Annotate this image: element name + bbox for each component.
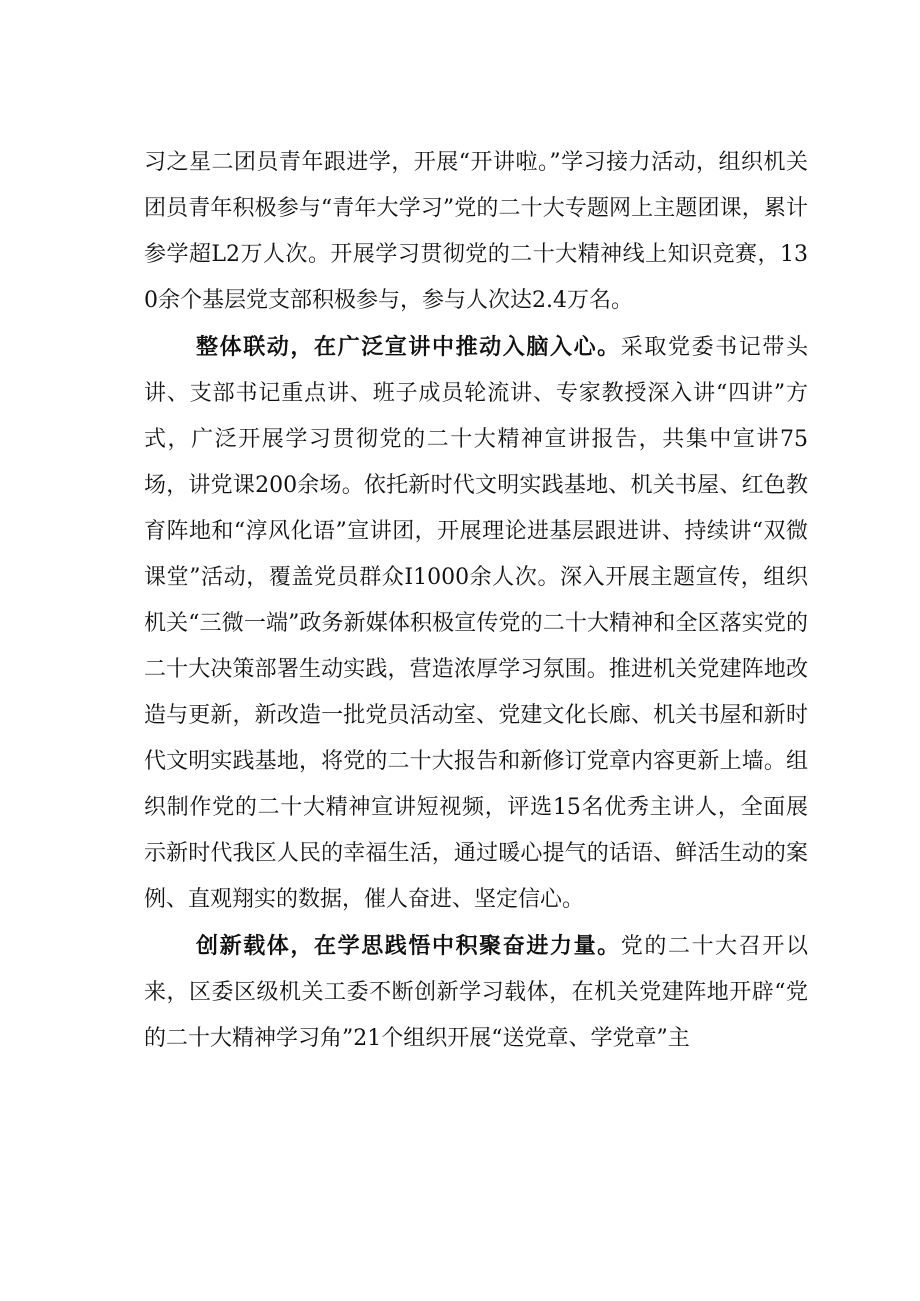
paragraph-publicity — [144, 324, 808, 923]
paragraph-lead-heading: 整体联动，在广泛宣讲中推动入脑入心。 — [196, 334, 621, 360]
paragraph-body: 习之星二团员青年跟进学，开展“开讲啦。”学习接力活动，组织机关团员青年积极参与“青年大学习”党的二十大专题网上主题团课，累计参学超L2万人次。开展学习贯彻党的二十大精神线上知识竞赛，130余个基层党支部积极参与，参与人次达2.4万名。 — [144, 150, 808, 313]
document-page — [144, 140, 808, 1062]
paragraph-lead-heading: 创新载体，在学思践悟中积聚奋进力量。 — [196, 933, 621, 959]
paragraph-continuation — [144, 140, 808, 324]
paragraph-body: 采取党委书记带头讲、支部书记重点讲、班子成员轮流讲、专家教授深入讲“四讲”方式，广泛开展学习贯彻党的二十大精神宣讲报告，共集中宣讲75场，讲党课200余场。依托新时代文明实践基地、机关书屋、红色教育阵地和“淳风化语”宣讲团，开展理论进基层跟进讲、持续讲“双微课堂”活动，覆盖党员群众I1000余人次。深入开展主题宣传，组织机关“三微一端”政务新媒体积极宣传党的二十大精神和全区落实党的二十大决策部署生动实践，营造浓厚学习氛围。推进机关党建阵地改造与更新，新改造一批党员活动室、党建文化长廊、机关书屋和新时代文明实践基地，将党的二十大报告和新修订党章内容更新上墙。组织制作党的二十大精神宣讲短视频，评选15名优秀主讲人，全面展示新时代我区人民的幸福生活，通过暖心提气的话语、鲜活生动的案例、直观翔实的数据，催人奋进、坚定信心。 — [144, 335, 808, 912]
paragraph-innovation — [144, 923, 808, 1062]
paragraph-body: 党的二十大召开以来，区委区级机关工委不断创新学习载体，在机关党建阵地开辟“党的二十大精神学习角”21个组织开展“送党章、学党章”主 — [144, 934, 808, 1051]
